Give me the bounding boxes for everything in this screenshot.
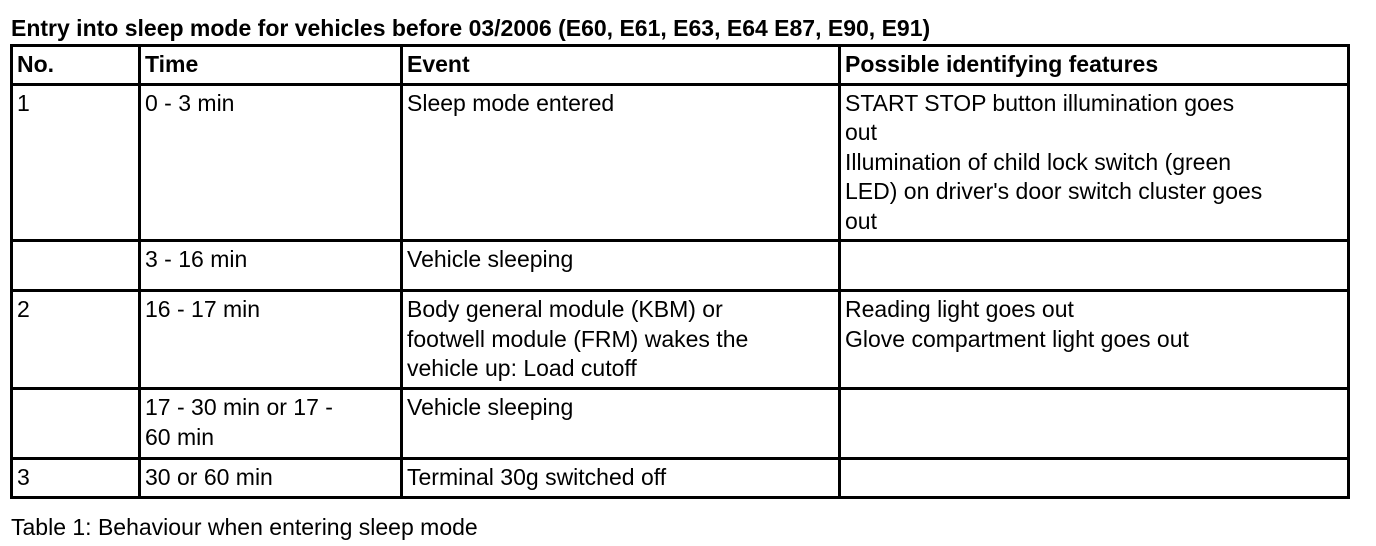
cell-event-line: footwell module (FRM) wakes the <box>407 325 749 352</box>
table-row <box>12 459 1349 498</box>
cell-event-line: Vehicle sleeping <box>407 246 574 272</box>
cell-time <box>140 291 402 389</box>
table-title: Entry into sleep mode for vehicles before 03/2006 (E60, E61, E63, E64 E87, E90, E91) <box>11 15 931 41</box>
cell-no-text: 1 <box>17 89 30 116</box>
cell-features-line: Reading light goes out <box>845 296 1074 322</box>
cell-event-line: Sleep mode entered <box>407 89 615 116</box>
cell-time-line: 17 - 30 min or 17 - <box>145 394 333 420</box>
table-header-row <box>12 46 1349 85</box>
sleep-mode-table <box>10 44 1350 499</box>
table-row <box>12 291 1349 389</box>
cell-time-line: 60 min <box>145 423 215 450</box>
cell-time <box>140 84 402 241</box>
header-time: Time <box>140 46 402 85</box>
table-row <box>12 241 1349 291</box>
header-no: No. <box>12 46 140 85</box>
cell-event-line: vehicle up: Load cutoff <box>407 355 637 381</box>
cell-time <box>140 459 402 498</box>
cell-no-text: 3 <box>17 464 30 490</box>
cell-features <box>840 84 1349 241</box>
cell-time-line: 0 - 3 min <box>145 89 235 116</box>
cell-features <box>840 389 1349 459</box>
cell-no <box>12 459 140 498</box>
cell-event <box>402 84 840 241</box>
cell-no <box>12 389 140 459</box>
cell-event-line: Body general module (KBM) or <box>407 296 723 322</box>
cell-features-line: START STOP button illumination goes <box>845 89 1235 116</box>
cell-no <box>12 241 140 291</box>
cell-features-line: LED) on driver's door switch cluster goes <box>845 178 1263 204</box>
cell-features-line: Illumination of child lock switch (green <box>845 148 1232 175</box>
cell-no <box>12 84 140 241</box>
table-row <box>12 389 1349 459</box>
cell-features-line: Glove compartment light goes out <box>845 325 1189 352</box>
cell-features-line: out <box>845 207 877 234</box>
cell-time-line: 3 - 16 min <box>145 246 248 272</box>
cell-event <box>402 389 840 459</box>
cell-features <box>840 291 1349 389</box>
cell-event-line: Terminal 30g switched off <box>407 464 667 490</box>
table-caption: Table 1: Behaviour when entering sleep mode <box>11 514 478 540</box>
cell-features <box>840 459 1349 498</box>
cell-event <box>402 291 840 389</box>
table-body <box>12 84 1349 497</box>
cell-event-line: Vehicle sleeping <box>407 394 574 420</box>
cell-time <box>140 241 402 291</box>
cell-features-line: out <box>845 119 877 145</box>
cell-event <box>402 241 840 291</box>
header-features: Possible identifying features <box>840 46 1349 85</box>
cell-features <box>840 241 1349 291</box>
cell-time <box>140 389 402 459</box>
header-event: Event <box>402 46 840 85</box>
cell-no <box>12 291 140 389</box>
table-row <box>12 84 1349 241</box>
cell-time-line: 16 - 17 min <box>145 296 261 322</box>
cell-time-line: 30 or 60 min <box>145 464 273 490</box>
cell-event <box>402 459 840 498</box>
cell-no-text: 2 <box>17 296 30 322</box>
